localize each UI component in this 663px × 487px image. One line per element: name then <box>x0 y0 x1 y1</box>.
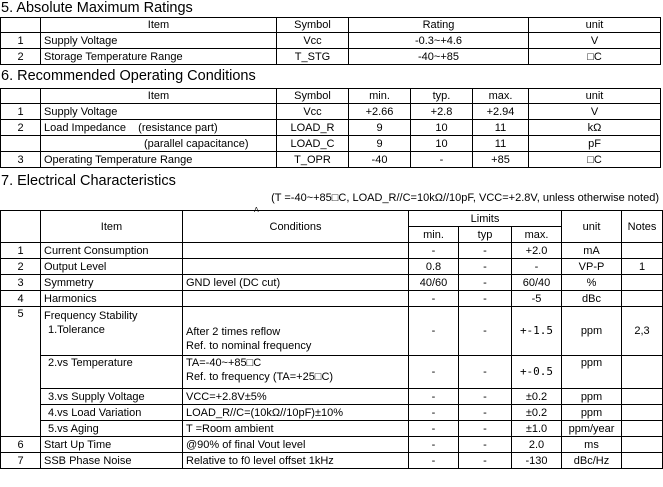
freq-stability-title: Frequency Stability <box>44 310 138 322</box>
table-header-row: Item Conditions Limits unit Notes <box>1 211 663 227</box>
absolute-max-ratings-table <box>0 17 661 65</box>
section-7-title: 7. Electrical Characteristics <box>1 173 176 189</box>
table-header-row <box>1 18 661 33</box>
table-row: (parallel capacitance) LOAD_C 9 10 11 pF <box>1 136 661 152</box>
table-header-row: min. typ max. <box>1 227 663 243</box>
freq-stability-tolerance-row: 5 Frequency Stability 1.Tolerance After 2 times reflow Ref. to nominal frequency - - +-1.5 ppm 2,3 <box>1 307 663 356</box>
conditions-note: (T =-40~+85□C, LOAD_R//C=10kΩ//10pF, VCC=+2.8V, unless otherwise noted) <box>271 192 659 204</box>
table-row: 4 Harmonics - - -5 dBc <box>1 291 663 307</box>
col-symbol: Symbol <box>277 18 349 33</box>
table-row: 1 Current Consumption - - +2.0 mA <box>1 243 663 259</box>
col-item: Item <box>41 18 277 33</box>
freq-stability-load-row: 4.vs Load Variation LOAD_R//C=(10kΩ//10pF)±10% - - ±0.2 ppm <box>1 405 663 421</box>
freq-stability-temp-row: 2.vs Temperature TA=-40~+85□C Ref. to frequency (TA=+25□C) - - +-0.5 ppm <box>1 356 663 389</box>
table-row: 1 Supply Voltage Vcc +2.66 +2.8 +2.94 V <box>1 104 661 120</box>
table-row: 2 Load Impedance (resistance part) LOAD_R 9 10 11 kΩ <box>1 120 661 136</box>
conditions-note-subscript: A <box>254 207 259 214</box>
tolerance-label: 1.Tolerance <box>48 324 105 336</box>
freq-stability-aging-row: 5.vs Aging T =Room ambient - - ±1.0 ppm/year <box>1 421 663 437</box>
table-header-row: Item Symbol min. typ. max. unit <box>1 89 661 104</box>
recommended-conditions-table <box>0 88 661 168</box>
col-unit: unit <box>529 18 661 33</box>
table-row: 2 Output Level 0.8 - - VP-P 1 <box>1 259 663 275</box>
table-row: 1 Supply Voltage Vcc -0.3~+4.6 V <box>1 33 661 49</box>
table-row: 7 SSB Phase Noise Relative to f0 level offset 1kHz - - -130 dBc/Hz <box>1 453 663 469</box>
col-rating: Rating <box>349 18 529 33</box>
table-row: 2 Storage Temperature Range T_STG -40~+85 □C <box>1 49 661 65</box>
section-6-title: 6. Recommended Operating Conditions <box>1 68 256 84</box>
table-row: 3 Symmetry GND level (DC cut) 40/60 - 60/40 % <box>1 275 663 291</box>
freq-stability-supply-row: 3.vs Supply Voltage VCC=+2.8V±5% - - ±0.2 ppm <box>1 389 663 405</box>
section-5-title: 5. Absolute Maximum Ratings <box>1 0 193 16</box>
table-row: 3 Operating Temperature Range T_OPR -40 - +85 □C <box>1 152 661 168</box>
electrical-characteristics-table <box>0 210 663 469</box>
table-row: 6 Start Up Time @90% of final Vout level - - 2.0 ms <box>1 437 663 453</box>
